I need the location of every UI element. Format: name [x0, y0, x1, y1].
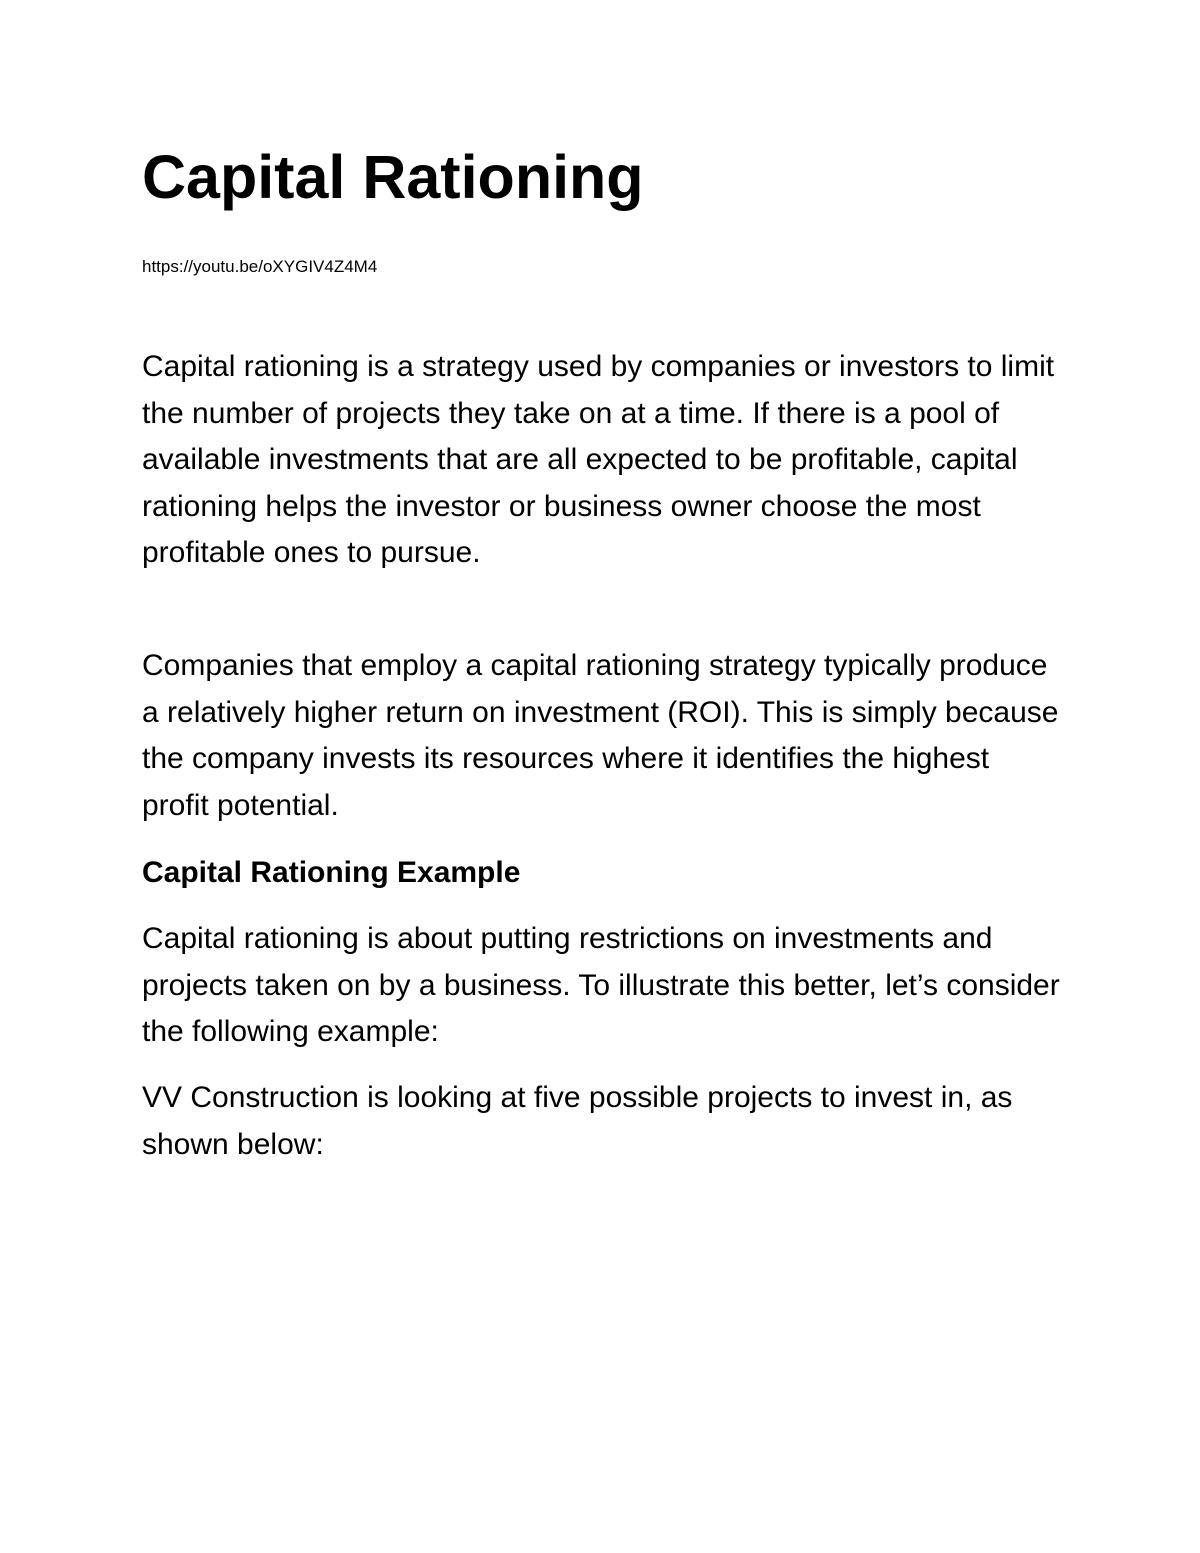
- example-intro-paragraph: Capital rationing is about putting restrictions on investments and projects taken on by a business. To illustrate this better, let’s consider the following example:: [142, 922, 1060, 1048]
- intro-paragraph: Capital rationing is a strategy used by companies or investors to limit the number of projects they take on at a time. If there is a pool of available investments that are all expected to be profitable, capital rationing helps the investor or business owner choose the most profitable ones to pursue.: [142, 350, 1055, 569]
- video-link[interactable]: https://youtu.be/oXYGIV4Z4M4: [142, 257, 378, 276]
- example-paragraph: VV Construction is looking at five possible projects to invest in, as shown below:: [142, 1081, 1013, 1161]
- page-title: Capital Rationing: [142, 143, 644, 211]
- section-heading: Capital Rationing Example: [142, 856, 521, 889]
- roi-paragraph: Companies that employ a capital rationing strategy typically produce a relatively higher return on investment (ROI). This is simply because the company invests its resources where it identifies the highest profit potential.: [142, 649, 1059, 822]
